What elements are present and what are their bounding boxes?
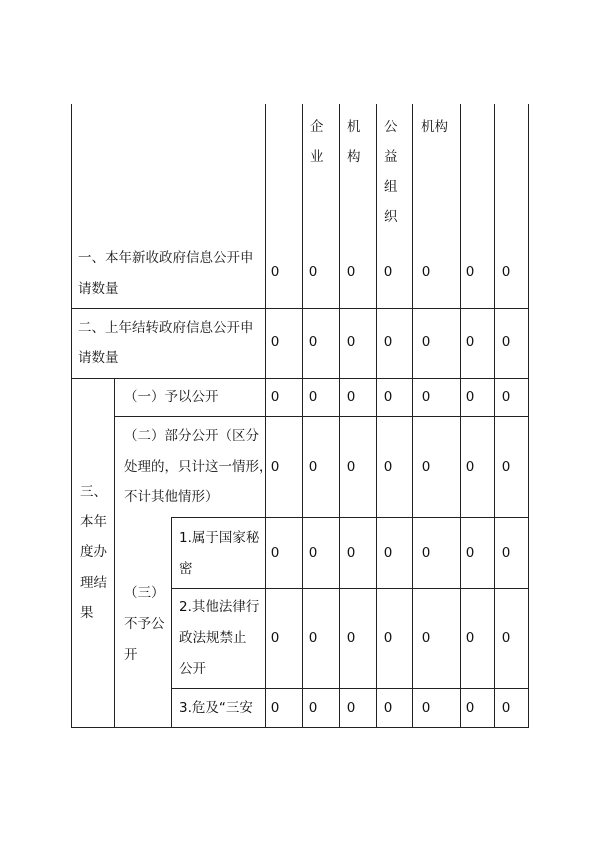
value-cell: 0 (465, 459, 475, 475)
value-cell: 0 (421, 264, 431, 280)
value-cell: 0 (346, 334, 356, 350)
value-cell: 0 (270, 334, 280, 350)
value-cell: 0 (270, 630, 280, 646)
value-cell: 0 (308, 389, 318, 405)
label-line: 2.其他法律行 (179, 599, 260, 615)
value-cell: 0 (465, 700, 475, 716)
label-line: 一、本年新收政府信息公开申 (78, 250, 254, 266)
label-line: 理结 (80, 575, 107, 591)
value-cell: 0 (346, 459, 356, 475)
header-char: 业 (310, 149, 324, 165)
header-char: 公 (384, 119, 398, 135)
row-label-disclose: （一）予以公开 (124, 389, 219, 405)
label-line: 政法规禁止 (179, 630, 247, 646)
label-line: 请数量 (78, 281, 119, 297)
value-cell: 0 (421, 334, 431, 350)
value-cell: 0 (383, 334, 393, 350)
value-cell: 0 (421, 459, 431, 475)
header-char: 组 (384, 179, 398, 195)
value-cell: 0 (421, 389, 431, 405)
label-line: 处理的，只计这一情形， (124, 459, 273, 475)
value-cell: 0 (308, 264, 318, 280)
row-label-three-safeties: 3.危及“三安 (179, 700, 253, 716)
header-char: 织 (384, 209, 398, 225)
value-cell: 0 (501, 700, 511, 716)
value-cell: 0 (308, 459, 318, 475)
value-cell: 0 (383, 459, 393, 475)
value-cell: 0 (383, 545, 393, 561)
value-cell: 0 (346, 545, 356, 561)
value-cell: 0 (346, 630, 356, 646)
value-cell: 0 (270, 264, 280, 280)
value-cell: 0 (465, 630, 475, 646)
value-cell: 0 (465, 389, 475, 405)
label-line: 度办 (80, 544, 107, 560)
label-line: 公开 (179, 661, 206, 677)
value-cell: 0 (501, 459, 511, 475)
value-cell: 0 (346, 700, 356, 716)
value-cell: 0 (308, 545, 318, 561)
value-cell: 0 (501, 630, 511, 646)
label-line: 密 (179, 561, 193, 577)
value-cell: 0 (270, 545, 280, 561)
value-cell: 0 (465, 334, 475, 350)
label-line: （二）部分公开（区分 (124, 428, 259, 444)
value-cell: 0 (501, 334, 511, 350)
column-header-other: 机构 (421, 119, 448, 135)
label-line: 开 (124, 647, 138, 663)
value-cell: 0 (501, 264, 511, 280)
label-line: 不予公 (124, 616, 165, 632)
value-cell: 0 (270, 700, 280, 716)
value-cell: 0 (465, 264, 475, 280)
value-cell: 0 (346, 264, 356, 280)
value-cell: 0 (383, 630, 393, 646)
value-cell: 0 (308, 630, 318, 646)
header-char: 构 (347, 149, 361, 165)
value-cell: 0 (383, 264, 393, 280)
header-char: 益 (384, 149, 398, 165)
label-line: 三、 (80, 484, 107, 500)
value-cell: 0 (270, 389, 280, 405)
label-line: 请数量 (78, 350, 119, 366)
value-cell: 0 (308, 334, 318, 350)
value-cell: 0 (421, 700, 431, 716)
value-cell: 0 (383, 389, 393, 405)
value-cell: 0 (501, 545, 511, 561)
label-line: 1.属于国家秘 (179, 530, 260, 546)
label-line: 果 (80, 605, 94, 621)
value-cell: 0 (421, 545, 431, 561)
value-cell: 0 (308, 700, 318, 716)
value-cell: 0 (346, 389, 356, 405)
value-cell: 0 (501, 389, 511, 405)
header-char: 机 (347, 119, 361, 135)
header-char: 企 (310, 119, 324, 135)
value-cell: 0 (421, 630, 431, 646)
value-cell: 0 (465, 545, 475, 561)
label-line: 二、上年结转政府信息公开申 (78, 320, 254, 336)
value-cell: 0 (383, 700, 393, 716)
label-line: （三） (124, 585, 165, 601)
label-line: 本年 (80, 514, 107, 530)
value-cell: 0 (270, 459, 280, 475)
label-line: 不计其他情形） (124, 489, 219, 505)
